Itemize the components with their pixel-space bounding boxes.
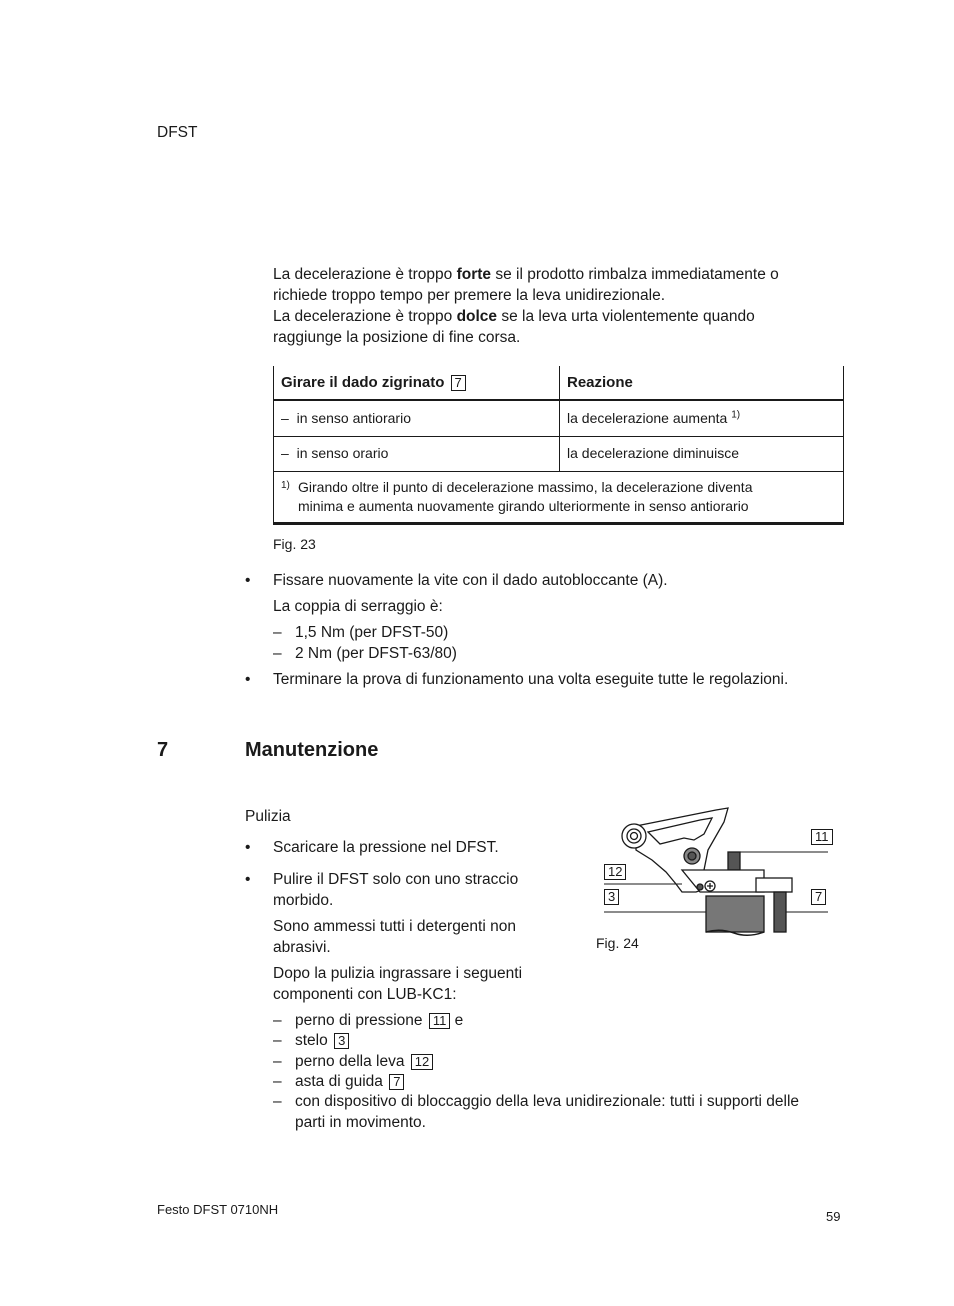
list-item: perno della leva 12	[295, 1051, 433, 1072]
table-cell-right: la decelerazione aumenta $^{1)}$	[560, 400, 844, 436]
fig-24-caption: Fig. 24	[596, 935, 639, 951]
list-item: asta di guida 7	[295, 1071, 404, 1092]
footnote-line-1: Girando oltre il punto di decelerazione massimo, la decelerazione diventa	[298, 478, 753, 495]
footnote-line-2: minima e aumenta nuovamente girando ulteriormente in senso antiorario	[298, 497, 749, 514]
table-header-row	[274, 366, 844, 400]
list-item: con dispositivo di bloccaggio della leva unidirezionale: tutti i supporti delle parti in movimento.	[295, 1093, 800, 1131]
dash-marker: –	[273, 1093, 282, 1110]
table-header-right: Reazione	[560, 366, 844, 400]
dash-marker: –	[273, 624, 282, 641]
guide-rod	[774, 892, 786, 932]
fig-23-caption: Fig. 23	[273, 536, 316, 552]
intro-line-1: La decelerazione è troppo forte se il prodotto rimbalza immediatamente o	[273, 266, 779, 283]
section-title: Manutenzione	[245, 739, 379, 761]
adjustment-table	[273, 366, 844, 525]
step-clean: Pulire il DFST solo con uno straccio morbido.	[273, 871, 519, 909]
torque-intro: La coppia di serraggio è:	[273, 598, 443, 615]
guide-clamp	[756, 878, 792, 892]
table-cell-left: – in senso antiorario	[274, 400, 560, 436]
intro-line-4: raggiunge la posizione di fine corsa.	[273, 329, 521, 346]
dash-marker: –	[273, 1012, 282, 1029]
bullet-marker: •	[245, 871, 251, 888]
page-number: 59	[826, 1209, 841, 1224]
section-number: 7	[157, 739, 169, 761]
torque-value-1: 1,5 Nm (per DFST-50)	[295, 624, 449, 641]
roller-outer	[622, 824, 646, 848]
bullet-marker: •	[245, 572, 251, 589]
bullet-marker: •	[245, 839, 251, 856]
callout-3: 3	[604, 889, 619, 905]
detergents-note: Sono ammessi tutti i detergenti non abrasivi.	[273, 918, 516, 956]
step-finish-test: Terminare la prova di funzionamento una volta eseguite tutte le regolazioni.	[273, 671, 789, 688]
ref-3: 3	[334, 1033, 349, 1049]
cleaning-subtitle: Pulizia	[245, 808, 291, 825]
list-item: perno di pressione 11 e	[295, 1012, 464, 1029]
ref-12: 12	[411, 1054, 433, 1070]
intro-line-2: richiede troppo tempo per premere la leva unidirezionale.	[273, 287, 666, 304]
bullet-marker: •	[245, 671, 251, 688]
footnote-ref: 1)	[731, 409, 741, 421]
callout-11: 11	[811, 829, 833, 845]
pressure-pin	[728, 852, 740, 870]
callout-12: 12	[604, 864, 626, 880]
list-item: stelo 3	[295, 1030, 349, 1051]
piston-rod	[706, 896, 764, 932]
dash-marker: –	[273, 1073, 282, 1090]
dash-marker: –	[273, 1032, 282, 1049]
callout-7: 7	[811, 889, 826, 905]
intro-paragraph	[273, 264, 853, 348]
step-release-pressure: Scaricare la pressione nel DFST.	[273, 839, 499, 856]
screw-head	[697, 884, 703, 890]
table-header-left: Girare il dado zigrinato 7	[274, 366, 560, 400]
dash-marker: –	[273, 1053, 282, 1070]
document-code: DFST	[157, 124, 198, 141]
step-retighten: Fissare nuovamente la vite con il dado autobloccante (A).	[273, 572, 668, 589]
table-cell-right: la decelerazione diminuisce	[560, 436, 844, 471]
torque-value-2: 2 Nm (per DFST-63/80)	[295, 645, 457, 662]
table-footnote: 1) Girando oltre il punto di decelerazione massimo, la decelerazione diventa minima e aumenta nuovamente girando ulteriormente in senso antiorario	[274, 471, 844, 523]
table-footnote-row	[274, 471, 844, 523]
table-row	[274, 436, 844, 471]
grease-note: Dopo la pulizia ingrassare i seguenti componenti con LUB-KC1:	[273, 965, 523, 1003]
lever-pin-core	[688, 852, 696, 860]
dash-marker: –	[273, 645, 282, 662]
ref-7: 7	[389, 1074, 404, 1090]
table-row	[274, 400, 844, 436]
footer-document-id: Festo DFST 0710NH	[157, 1202, 279, 1217]
table-cell-left: – in senso orario	[274, 436, 560, 471]
intro-line-3: La decelerazione è troppo dolce se la leva urta violentemente quando	[273, 308, 755, 325]
ref-7: 7	[451, 375, 466, 391]
ref-11: 11	[429, 1013, 451, 1029]
fig-24-drawing	[596, 800, 836, 940]
